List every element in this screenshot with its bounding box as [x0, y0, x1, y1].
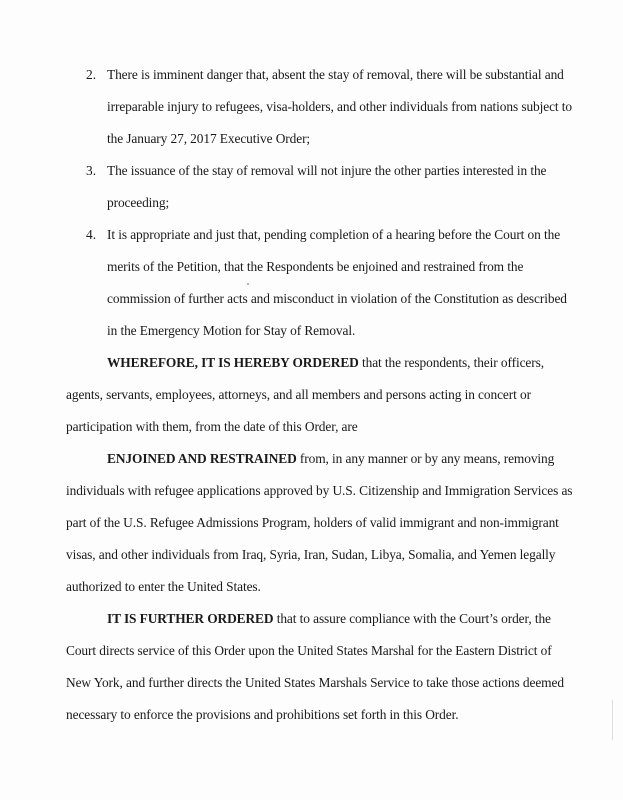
item-4-number: 4. — [86, 227, 97, 242]
item-4-line-1: It is appropriate and just that, pending completion of a hearing before the Court on the — [107, 227, 561, 242]
further-line-1-rest: that to assure compliance with the Court’s order, the — [273, 611, 551, 626]
enjoined-line-4: visas, and other individuals from Iraq, Syria, Iran, Sudan, Libya, Somalia, and Yemen legally — [66, 547, 556, 562]
further-line-1 — [107, 611, 551, 627]
enjoined-line-1 — [107, 451, 554, 467]
further-line-3: New York, and further directs the United States Marshals Service to take those actions deemed — [66, 675, 564, 690]
item-4-line-3: commission of further acts and misconduct in violation of the Constitution as described — [107, 291, 567, 306]
further-line-2: Court directs service of this Order upon the United States Marshal for the Eastern District of — [66, 643, 552, 658]
scan-edge-mark — [612, 700, 613, 740]
enjoined-line-3: part of the U.S. Refugee Admissions Program, holders of valid immigrant and non-immigrant — [66, 515, 559, 530]
wherefore-line-2: agents, servants, employees, attorneys, and all members and persons acting in concert or — [66, 387, 531, 402]
item-3-line-1: The issuance of the stay of removal will not injure the other parties interested in the — [107, 163, 547, 178]
enjoined-line-1-rest: from, in any manner or by any means, removing — [296, 451, 555, 466]
further-heading: IT IS FURTHER ORDERED — [107, 611, 274, 626]
item-2-line-2: irreparable injury to refugees, visa-holders, and other individuals from nations subject to — [107, 99, 573, 114]
scan-speck — [247, 283, 249, 285]
further-line-4: necessary to enforce the provisions and prohibitions set forth in this Order. — [66, 707, 459, 722]
item-3-line-2: proceeding; — [107, 195, 170, 210]
item-2-line-3: the January 27, 2017 Executive Order; — [107, 131, 311, 146]
wherefore-line-1 — [107, 355, 544, 371]
wherefore-line-3: participation with them, from the date of this Order, are — [66, 419, 358, 434]
enjoined-heading: ENJOINED AND RESTRAINED — [107, 451, 297, 466]
wherefore-heading: WHEREFORE, IT IS HEREBY ORDERED — [107, 355, 359, 370]
item-4-line-4: in the Emergency Motion for Stay of Removal. — [107, 323, 356, 338]
enjoined-line-5: authorized to enter the United States. — [66, 579, 261, 594]
item-2-line-1: There is imminent danger that, absent the stay of removal, there will be substantial and — [107, 67, 564, 82]
item-4-line-2: merits of the Petition, that the Respondents be enjoined and restrained from the — [107, 259, 524, 274]
item-2-number: 2. — [86, 67, 97, 82]
enjoined-line-2: individuals with refugee applications approved by U.S. Citizenship and Immigration Services as — [66, 483, 573, 498]
wherefore-line-1-rest: that the respondents, their officers, — [358, 355, 544, 370]
item-3-number: 3. — [86, 163, 97, 178]
